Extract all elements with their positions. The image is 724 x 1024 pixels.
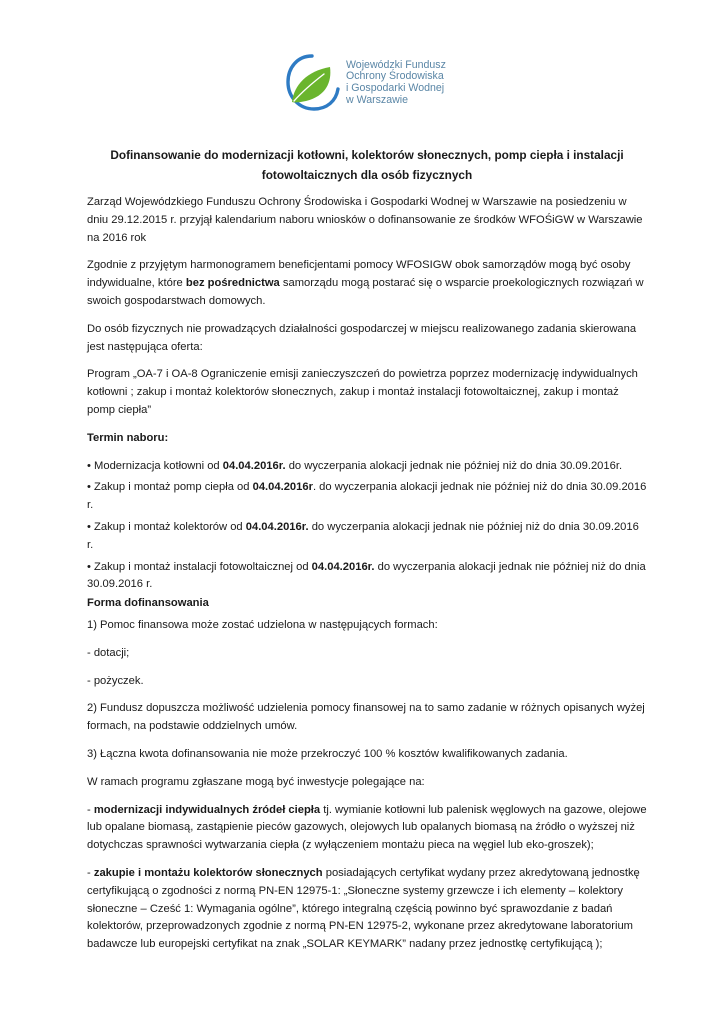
logo-line: i Gospodarki Wodnej [346,82,445,94]
termin-item [87,458,647,476]
termin-item [87,519,647,555]
logo-line: Ochrony Środowiska [346,70,444,83]
bold-phrase: bez pośrednictwa [185,277,280,290]
date-bold: 04.04.2016r [252,481,313,494]
text-span: • Zakup i montaż instalacji fotowoltaicznej od [87,560,312,573]
bold-phrase: zakupie i montażu kolektorów słonecznych [93,866,323,879]
leaf-circle-icon [284,52,340,114]
date-bold: 04.04.2016r. [311,560,375,573]
investment-item-heat-sources [87,802,647,855]
text-span: Zgodnie z przyjętym harmonogramem beneficjentami pomocy WFOSIGW obok samorządów mogą być osoby indywidualne, które [87,259,631,290]
wfosigw-logo [284,48,462,118]
text-span: • Zakup i montaż pomp ciepła od [87,481,253,494]
program-paragraph: Program „OA-7 i OA-8 Ograniczenie emisji zanieczyszczeń do powietrza poprzez modernizację indywidualnych kotłowni ; zakup i montaż kolektorów słonecznych, zakup i montaż instalacji fotowoltaicznej, zakup i montaż pomp ciepła” [87,368,638,416]
text-span: do wyczerpania alokacji jednak nie później niż do dnia 30.09.2016 r. [87,520,639,551]
termin-heading [87,430,647,448]
investment-item-solar-collectors [87,865,647,954]
termin-item [87,479,647,515]
heading-text: Termin naboru: [87,431,169,444]
document-title: Dofinansowanie do modernizacji kotłowni, kolektorów słonecznych, pomp ciepła i instalacji fotowoltaicznych dla osób fizycznych [110,148,624,182]
text-span: - [87,866,94,879]
forma-option-pozyczek: - pożyczek. [87,674,144,687]
heading-text: Forma dofinansowania [87,597,209,610]
forma-point-1: 1) Pomoc finansowa może zostać udzielona w następujących formach: [87,618,438,631]
bold-phrase: modernizacji indywidualnych źródeł ciepła [93,803,321,816]
text-span: do wyczerpania alokacji jednak nie później niż do dnia 30.09.2016r. [285,459,623,472]
forma-heading [87,595,647,613]
forma-point-3: 3) Łączna kwota dofinansowania nie może przekroczyć 100 % kosztów kwalifikowanych zadania. [87,747,568,760]
text-span: samorządu mogą postarać się o wsparcie proekologicznych rozwiązań w swoich gospodarstwach domowych. [87,277,644,307]
text-span: • Zakup i montaż kolektorów od [87,520,246,533]
beneficiaries-paragraph [87,257,647,310]
offer-paragraph: Do osób fizycznych nie prowadzących działalności gospodarczej w miejscu realizowanego zadania skierowana jest następująca oferta: [87,322,637,353]
forma-option-dotacji: - dotacji; [87,646,130,659]
forma-point-2: 2) Fundusz dopuszcza możliwość udzielenia pomocy finansowej na to samo zadanie w różnych opisanych wyżej formach, na podstawie oddzielnych umów. [87,702,645,733]
text-span: - [87,803,94,816]
termin-item [87,559,647,595]
date-bold: 04.04.2016r. [245,520,309,533]
document-body [87,146,647,964]
text-span: . do wyczerpania alokacji jednak nie później niż do dnia 30.09.2016 r. [87,481,647,512]
logo-line: w Warszawie [346,93,409,106]
text-span: posiadających certyfikat wydany przez akredytowaną jednostkę certyfikującą o zgodności z normą PN-EN 12975-1: „Słoneczne systemy grzewcze i ich elementy – kolektory słoneczne – Cześć 1: Wymagania ogólne”, którego integralną częścią powinno być sprawozdanie z badań kolektorów, przeprowadzonych zgodnie z normą PN-EN 12975-2, wykonane przez akredytowane laboratorium badawcze lub europejski certyfikat na znak „SOLAR KEYMARK” nadany przez jednostkę certyfikującą ); [87,866,640,951]
text-span: • Modernizacja kotłowni od [87,459,223,472]
text-span: do wyczerpania alokacji jednak nie później niż do dnia 30.09.2016 r. [87,560,646,591]
intro-paragraph: Zarząd Wojewódzkiego Funduszu Ochrony Środowiska i Gospodarki Wodnej w Warszawie na posiedzeniu w dniu 29.12.2015 r. przyjął kalendarium naboru wniosków o dofinansowanie ze środków WFOŚiGW w Warszawie na 2016 rok [87,196,643,244]
investments-intro: W ramach programu zgłaszane mogą być inwestycje polegające na: [87,775,425,788]
date-bold: 04.04.2016r. [222,459,286,472]
logo-line: Wojewódzki Fundusz [346,58,446,71]
text-span: tj. wymianie kotłowni lub palenisk węglowych na gazowe, olejowe lub opalane biomasą, zastąpienie pieców gazowych, olejowych lub opalanych biomasą na źródło o wyższej niż dotychczas sprawności wytwarzania ciepła (z wyłączeniem montażu pieca na węgiel lub eko-groszek); [87,803,647,852]
